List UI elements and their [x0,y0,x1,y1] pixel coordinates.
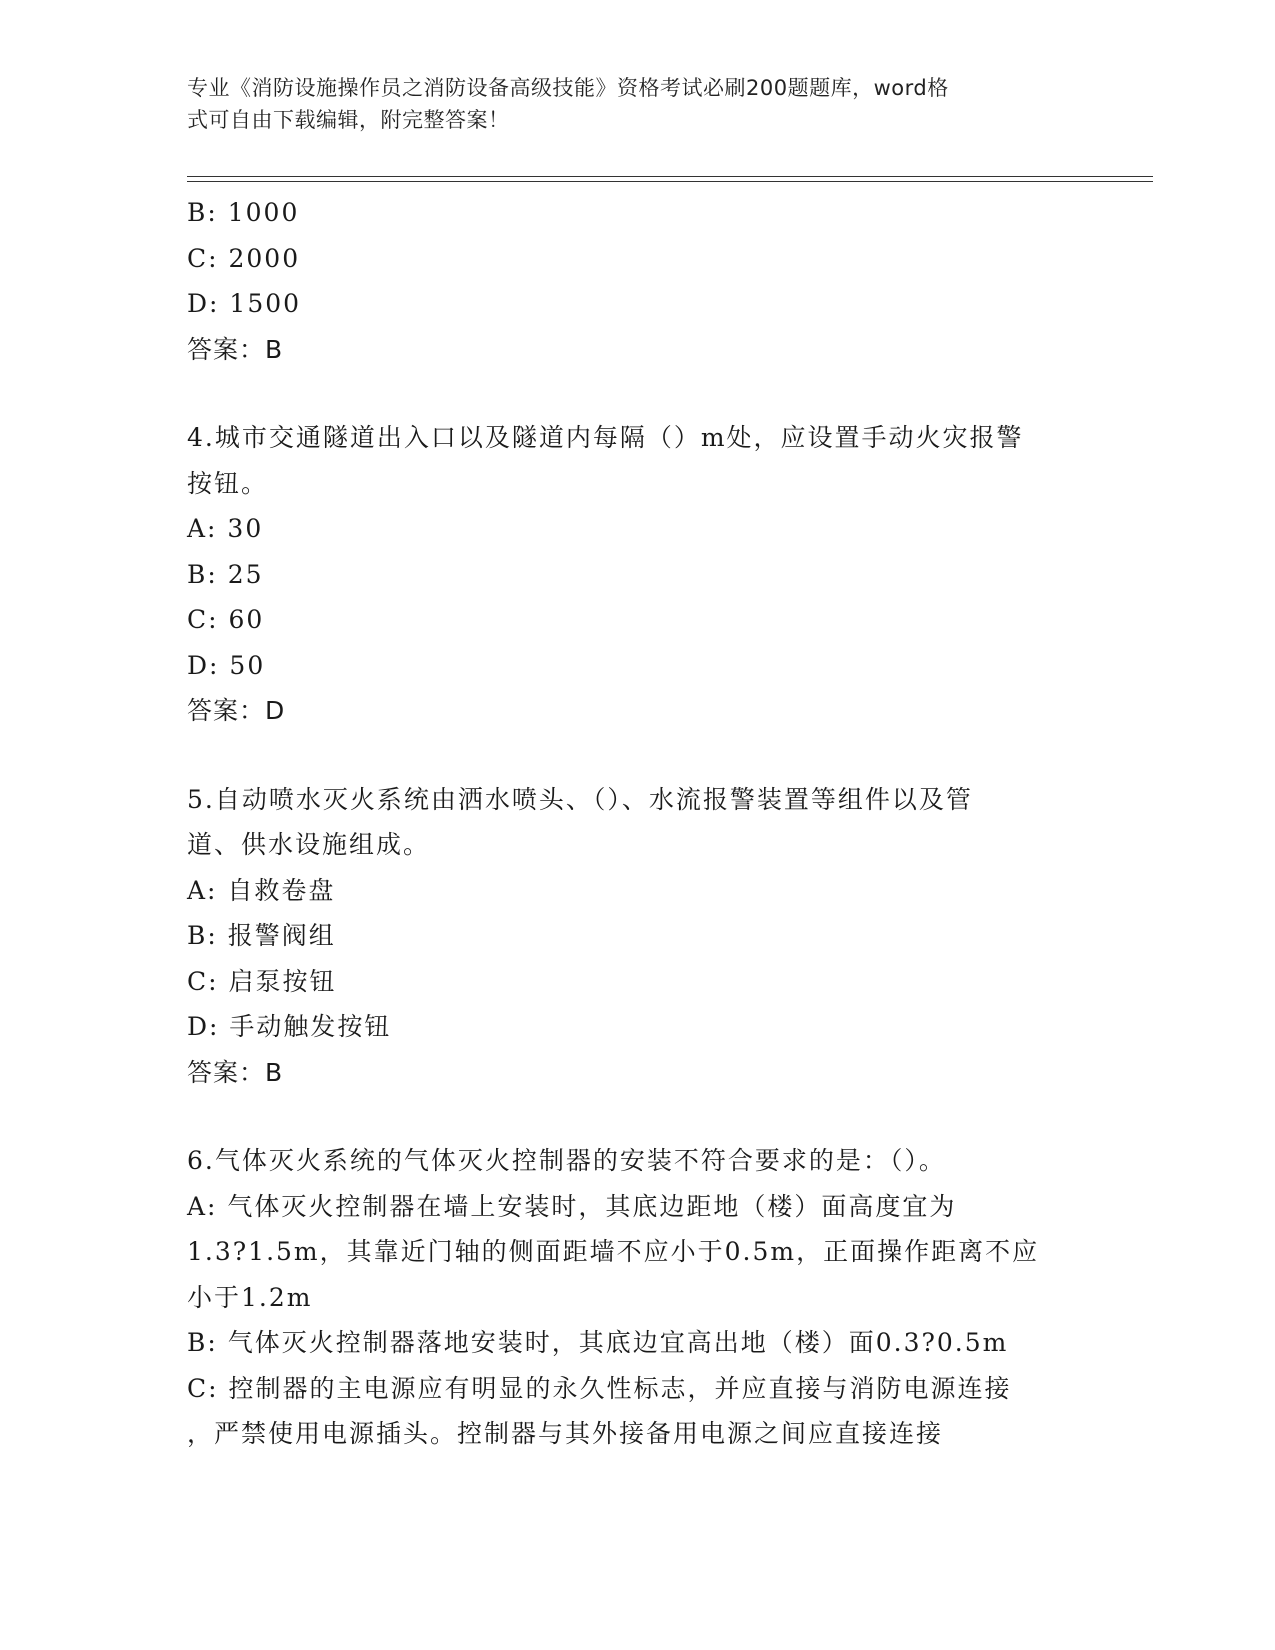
option-a: A: 自救卷盘 [187,875,336,905]
question-stem: 6.气体灭火系统的气体灭火控制器的安装不符合要求的是：（）。 [187,1146,946,1175]
option-b: B: 1000 [187,198,300,227]
answer: 答案：D [187,696,286,725]
header-line-1: 专业《消防设施操作员之消防设备高级技能》资格考试必刷200题题库，word格 [187,76,949,100]
option-c: C: 启泵按钮 [187,966,337,996]
header-divider-top [187,176,1153,177]
option-b: B: 25 [187,559,264,589]
question-list [187,190,1087,1457]
question-stem-continued: 按钮。 [187,468,269,498]
option-c: C: 60 [187,605,265,634]
question-6 [187,1138,1087,1457]
question-4 [187,415,1087,734]
option-c: C: 控制器的主电源应有明显的永久性标志，并应直接与消防电源连接 [187,1373,1012,1403]
answer: 答案：B [187,1057,284,1087]
option-c-continued: ，严禁使用电源插头。控制器与其外接备用电源之间应直接连接 [187,1419,944,1448]
question-3 [187,190,1087,372]
option-d: D: 手动触发按钮 [187,1012,392,1041]
option-d: D: 50 [187,650,266,680]
question-stem: 4.城市交通隧道出入口以及隧道内每隔（）m处，应设置手动火灾报警 [187,423,1024,452]
option-b: B: 报警阀组 [187,921,336,950]
question-5 [187,777,1087,1096]
option-a-continued: 小于1.2m [187,1282,313,1312]
spacer [187,372,1087,415]
option-a-continued: 1.3?1.5m，其靠近门轴的侧面距墙不应小于0.5m，正面操作距离不应 [187,1237,1040,1266]
option-d: D: 1500 [187,289,302,318]
document-header [187,72,1067,136]
option-b: B: 气体灭火控制器落地安装时，其底边宜高出地（楼）面0.3?0.5m [187,1328,1009,1357]
header-line-2: 式可自由下载编辑，附完整答案！ [187,108,510,132]
spacer [187,1095,1087,1138]
spacer [187,734,1087,777]
question-stem-continued: 道、供水设施组成。 [187,830,431,859]
answer: 答案：B [187,334,284,364]
option-c: C: 2000 [187,243,301,273]
question-stem: 5.自动喷水灭火系统由洒水喷头、（）、水流报警装置等组件以及管 [187,784,973,814]
header-divider-bottom [187,181,1153,182]
option-a: A: 气体灭火控制器在墙上安装时，其底边距地（楼）面高度宜为 [187,1191,957,1221]
option-a: A: 30 [187,514,264,543]
